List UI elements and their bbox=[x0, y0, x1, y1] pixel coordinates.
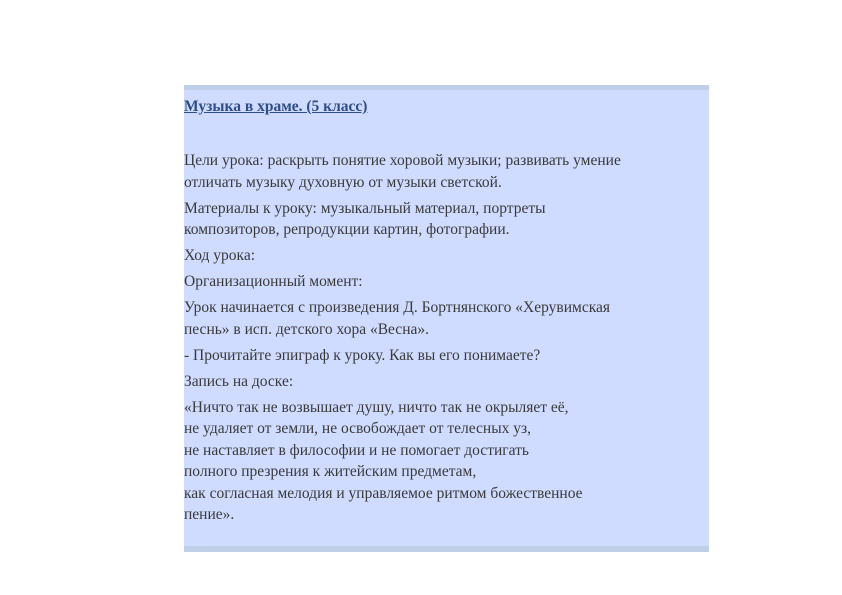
text-line: - Прочитайте эпиграф к уроку. Как вы его понимаете? bbox=[184, 346, 541, 364]
text-line: не удаляет от земли, не освобождает от телесных уз, bbox=[184, 420, 531, 437]
paragraph-lesson-course bbox=[184, 245, 704, 267]
paragraph-lesson-goals bbox=[184, 150, 704, 193]
text-line: композиторов, репродукции картин, фотографии. bbox=[184, 221, 510, 238]
text-line: Запись на доске: bbox=[184, 372, 294, 390]
text-line: отличать музыку духовную от музыки светской. bbox=[184, 173, 502, 191]
document-body bbox=[184, 150, 704, 530]
paragraph-materials bbox=[184, 198, 704, 241]
page-title: Музыка в храме. (5 класс) bbox=[184, 98, 368, 115]
text-line: Цели урока: раскрыть понятие хоровой музыки; развивать умение bbox=[184, 152, 621, 169]
paragraph-lesson-start bbox=[184, 297, 704, 340]
text-line: как согласная мелодия и управляемое ритмом божественное bbox=[184, 484, 583, 502]
document-panel bbox=[184, 85, 709, 552]
paragraph-epigraph-question bbox=[184, 345, 704, 367]
paragraph-epigraph-quote bbox=[184, 397, 704, 526]
text-line: Материалы к уроку: музыкальный материал, портреты bbox=[184, 199, 546, 217]
text-line: полного презрения к житейским предметам, bbox=[184, 463, 477, 480]
paragraph-board-note bbox=[184, 371, 704, 393]
text-line: Организационный момент: bbox=[184, 273, 363, 290]
text-line: «Ничто так не возвышает душу, ничто так не окрыляет её, bbox=[184, 398, 569, 416]
text-line: Ход урока: bbox=[184, 247, 256, 264]
text-line: пение». bbox=[184, 506, 235, 523]
text-line: не наставляет в философии и не помогает достигать bbox=[184, 441, 529, 459]
text-line: песнь» в исп. детского хора «Весна». bbox=[184, 320, 429, 338]
text-line: Урок начинается с произведения Д. Бортнянского «Херувимская bbox=[184, 299, 611, 316]
paragraph-organizational-moment bbox=[184, 271, 704, 293]
